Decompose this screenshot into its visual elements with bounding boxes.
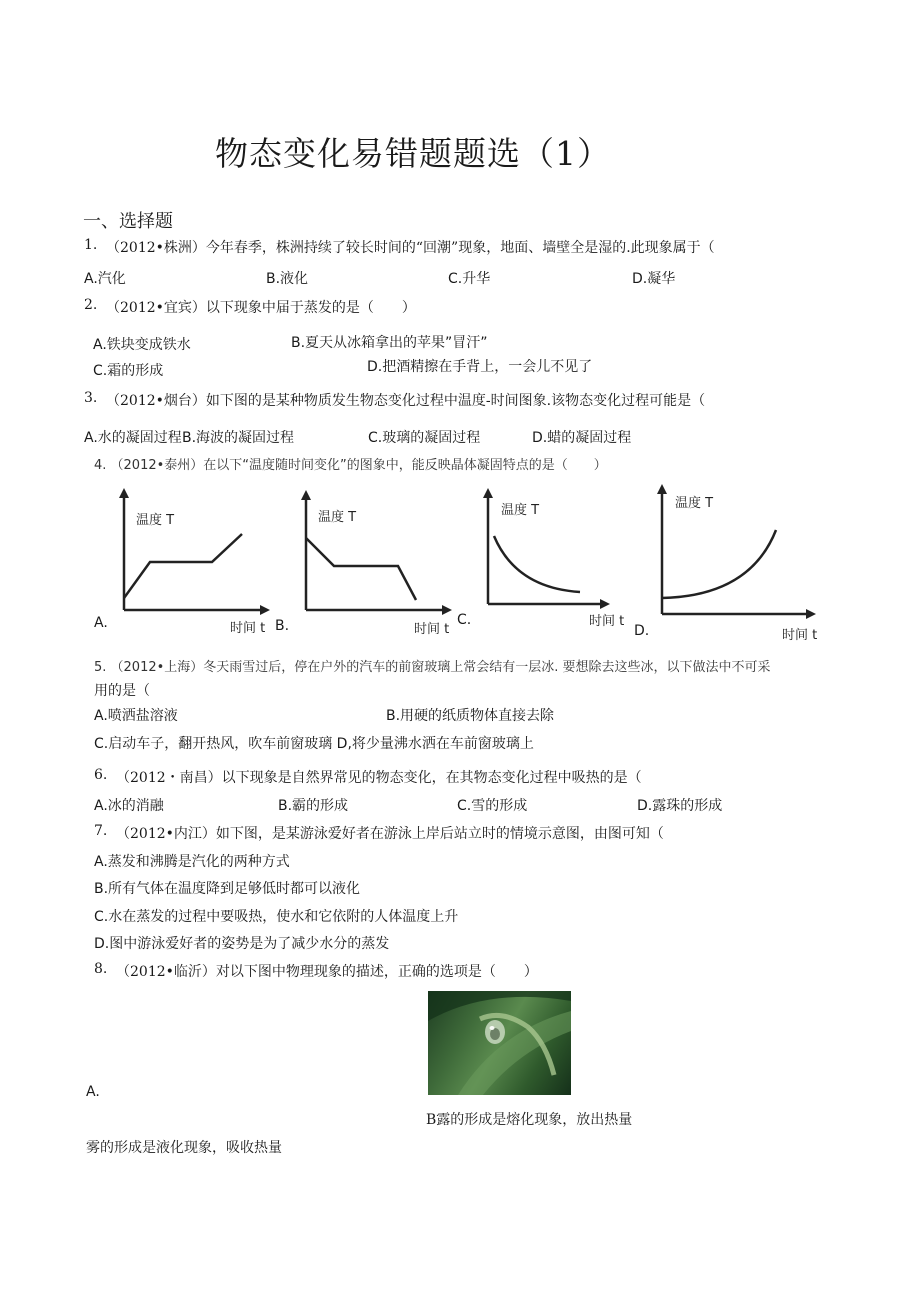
q1-option-d: D.凝华 xyxy=(632,271,676,287)
question-3-number: 3. xyxy=(84,390,98,406)
graph-d-xlabel: 时间 t xyxy=(782,628,818,643)
q3-option-d: D.蜡的凝固过程 xyxy=(532,430,632,446)
q6-option-b: B.霸的形成 xyxy=(278,798,349,814)
graph-a-xlabel: 时间 t xyxy=(230,621,266,636)
q7-option-b: B.所有气体在温度降到足够低时都可以液化 xyxy=(94,881,361,897)
question-5-line-1: 5. （2012•上海）冬天雨雪过后，停在户外的汽车的前窗玻璃上常会结有一层冰. 要想除去这些冰，以下做法中不可采 xyxy=(94,660,771,675)
q6-option-c: C.雪的形成 xyxy=(457,798,528,814)
graph-c-ylabel: 温度 T xyxy=(501,503,540,518)
graph-d-ylabel: 温度 T xyxy=(675,496,714,511)
q5-option-c-d: C.启动车子，翻开热风，吹车前窗玻璃 D,将少量沸水洒在车前窗玻璃上 xyxy=(94,736,534,752)
question-1-text: （2012•株洲）今年春季，株洲持续了较长时间的“回潮”现象，地面、墙壁全是湿的.此现象属于（ xyxy=(106,240,715,256)
q8-extra-statement: 雾的形成是液化现象，吸收热量 xyxy=(86,1140,282,1156)
question-6-text: （2012・南昌）以下现象是自然界常见的物态变化，在其物态变化过程中吸热的是（ xyxy=(116,770,642,786)
question-8-number: 8. xyxy=(94,961,108,977)
question-5-line-2: 用的是（ xyxy=(94,683,150,699)
q2-option-c: C.霜的形成 xyxy=(93,363,164,379)
graph-b-letter: B. xyxy=(275,618,290,634)
q7-option-d: D.图中游泳爱好者的姿势是为了减少水分的蒸发 xyxy=(94,936,390,952)
graph-a-ylabel: 温度 T xyxy=(136,513,175,528)
question-1-number: 1. xyxy=(84,237,98,253)
q1-option-a: A.汽化 xyxy=(84,271,126,287)
q6-option-d: D.露珠的形成 xyxy=(637,798,723,814)
graph-c xyxy=(476,488,636,613)
q7-option-a: A.蒸发和沸腾是汽化的两种方式 xyxy=(94,854,290,870)
question-4-text: 4. （2012•泰州）在以下“温度随时间变化”的图象中，能反映晶体凝固特点的是（ ） xyxy=(94,458,607,473)
section-heading: 一、选择题 xyxy=(83,211,173,232)
graph-b-ylabel: 温度 T xyxy=(318,510,357,525)
q1-option-b: B.液化 xyxy=(266,271,309,287)
question-8-text: （2012•临沂）对以下图中物理现象的描述，正确的选项是（ ） xyxy=(116,964,538,980)
q2-option-b: B.夏天从冰箱拿出的苹果”冒汗” xyxy=(291,335,488,351)
q5-option-a: A.喷洒盐溶液 xyxy=(94,708,178,724)
q6-option-a: A.冰的消融 xyxy=(94,798,164,814)
q8-option-b: B露的形成是熔化现象，放出热量 xyxy=(426,1112,633,1128)
question-2-number: 2. xyxy=(84,297,98,313)
q2-option-a: A.铁块变成铁水 xyxy=(93,337,191,353)
question-6-number: 6. xyxy=(94,767,108,783)
q3-option-a: A.水的凝固过程 xyxy=(84,430,182,446)
q1-option-c: C.升华 xyxy=(448,271,491,287)
question-7-text: （2012•内江）如下图，是某游泳爱好者在游泳上岸后站立时的情境示意图，由图可知（ xyxy=(116,826,664,842)
q7-option-c: C.水在蒸发的过程中要吸热，使水和它依附的人体温度上升 xyxy=(94,909,459,925)
question-7-number: 7. xyxy=(94,823,108,839)
question-2-text: （2012•宜宾）以下现象中届于蒸发的是（ ） xyxy=(106,300,416,316)
q2-option-d: D.把酒精擦在手背上，一会儿不见了 xyxy=(367,359,593,375)
dew-drop-photo xyxy=(428,991,571,1095)
q3-option-b: B.海波的凝固过程 xyxy=(182,430,295,446)
q8-option-a: A. xyxy=(86,1084,100,1100)
graph-a xyxy=(110,488,270,628)
question-3-text: （2012•烟台）如下图的是某种物质发生物态变化过程中温度-时间图象.该物态变化过程可能是（ xyxy=(106,393,706,409)
q5-option-b: B.用硬的纸质物体直接去除 xyxy=(386,708,555,724)
graph-b-xlabel: 时间 t xyxy=(414,622,450,637)
graph-c-xlabel: 时间 t xyxy=(589,614,625,629)
page-title: 物态变化易错题题选（1） xyxy=(215,134,611,173)
q3-option-c: C.玻璃的凝固过程 xyxy=(368,430,481,446)
graph-a-letter: A. xyxy=(94,615,108,631)
graph-d-letter: D. xyxy=(634,623,650,639)
graph-c-letter: C. xyxy=(457,612,472,628)
